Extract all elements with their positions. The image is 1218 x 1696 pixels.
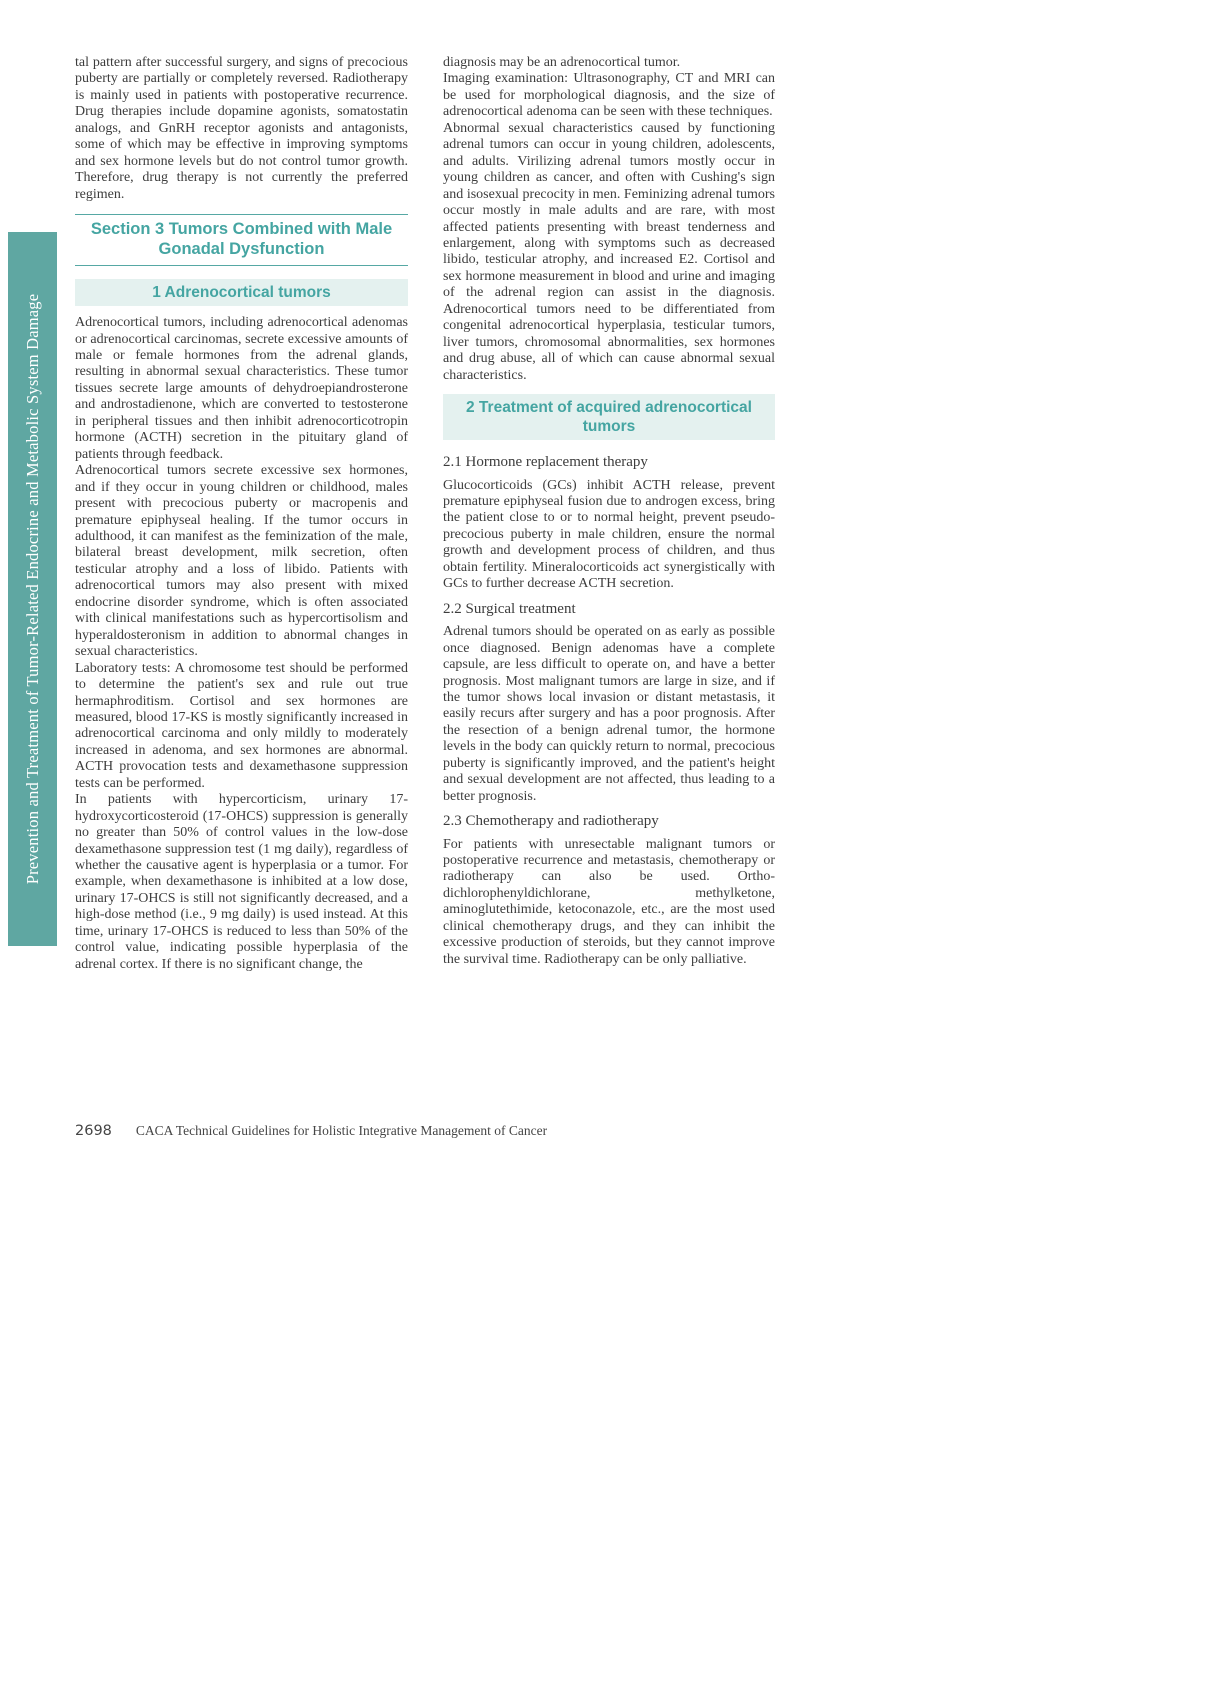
paragraph: Abnormal sexual characteristics caused by functioning adrenal tumors can occur in young children, adolescents, and adults. Virilizing adrenal tumors mostly occur in young children as cancer, and often with Cushing's sign and isosexual precocity in men. Feminizing adrenal tumors occur mostly in male adults and are rare, with most affected patients presenting with breast tenderness and enlargement, along with symptoms such as decreased libido, testicular atrophy, and increased E2. Cortisol and sex hormone measurement in blood and urine and imaging of the adrenal region can assist in the diagnosis. Adrenocortical tumors need to be differentiated from congenital adrenocortical hyperplasia, testicular tumors, liver tumors, chromosomal abnormalities, sex hormones and drug abuse, all of which can cause abnormal sexual characteristics.: [443, 120, 775, 383]
subheading-2-3: 2.3 Chemotherapy and radiotherapy: [443, 813, 659, 830]
right-column: [443, 55, 775, 968]
left-column: [75, 55, 408, 973]
section-heading: Section 3 Tumors Combined with Male Gonadal Dysfunction: [75, 214, 408, 266]
paragraph: diagnosis may be an adrenocortical tumor.: [443, 55, 681, 70]
paragraph: Adrenocortical tumors secrete excessive sex hormones, and if they occur in young children or childhood, males present with precocious puberty or macropenis and premature epiphyseal healing. If the tumor occurs in adulthood, it can manifest as the feminization of the male, bilateral breast development, milk secretion, often testicular atrophy and a loss of libido. Patients with adrenocortical tumors may also present with mixed endocrine disorder syndrome, which is often associated with clinical manifestations such as hypercortisolism and hyperaldosteronism in addition to abnormal changes in sexual characteristics.: [75, 463, 408, 660]
paragraph: Adrenocortical tumors, including adrenocortical adenomas or adrenocortical carcinomas, secrete excessive amounts of male or female hormones from the adrenal glands, resulting in abnormal sexual characteristics. These tumor tissues secrete large amounts of dehydroepiandrosterone and androstadienone, which are converted to testosterone in peripheral tissues and then inhibit adrenocorticotropin hormone (ACTH) secretion in the pituitary gland of patients through feedback.: [75, 315, 408, 462]
footer-title: CACA Technical Guidelines for Holistic Integrative Management of Cancer: [135, 1123, 548, 1138]
sidebar-banner: [8, 232, 57, 946]
subheading-2-2: 2.2 Surgical treatment: [443, 600, 576, 617]
page-number: 2698: [75, 1123, 112, 1139]
paragraph: Laboratory tests: A chromosome test should be performed to determine the patient's sex and rule out true hermaphroditism. Cortisol and sex hormones are measured, blood 17-KS is mostly significantly increased in adrenocortical carcinoma and only mildly to moderately increased in adenoma, and sex hormones are abnormal. ACTH provocation tests and dexamethasone suppression tests can be performed.: [75, 660, 408, 791]
paragraph: tal pattern after successful surgery, and signs of precocious puberty are partially or completely reversed. Radiotherapy is mainly used in patients with postoperative recurrence. Drug therapies include dopamine agonists, somatostatin analogs, and GnRH receptor agonists and antagonists, some of which may be effective in improving symptoms and sex hormone levels but do not control tumor growth. Therefore, drug therapy is not currently the preferred regimen.: [75, 55, 408, 202]
paragraph: Adrenal tumors should be operated on as early as possible once diagnosed. Benign adenomas have a complete capsule, are less difficult to operate on, and have a better prognosis. Most malignant tumors are large in size, and if the tumor shows local invasion or distant metastasis, it easily recurs after surgery and has a poor prognosis. After the resection of a benign adrenal tumor, the hormone levels in the body can quickly return to normal, precocious puberty is significantly improved, and the patient's height and sexual development are not affected, thus leading to a better prognosis.: [443, 624, 775, 804]
subsection-heading-2: 2 Treatment of acquired adrenocortical tumors: [443, 394, 775, 440]
subheading-2-1: 2.1 Hormone replacement therapy: [443, 454, 648, 471]
page-footer: [75, 1122, 795, 1140]
subsection-heading-1: 1 Adrenocortical tumors: [75, 279, 408, 306]
sidebar-banner-text: Prevention and Treatment of Tumor-Related Endocrine and Metabolic System Damage: [22, 293, 42, 885]
paragraph: Glucocorticoids (GCs) inhibit ACTH release, prevent premature epiphyseal fusion due to androgen excess, bring the patient close to or to normal height, prevent pseudo-precocious puberty in male children, ensure the normal growth and development process of children, and thus obtain fertility. Mineralocorticoids act synergistically with GCs to further decrease ACTH secretion.: [443, 477, 775, 592]
paragraph: For patients with unresectable malignant tumors or postoperative recurrence and metastasis, chemotherapy or radiotherapy can also be used. Ortho-dichlorophenyldichlorane, methylketone, aminoglutethimide, ketoconazole, etc., are the most used clinical chemotherapy drugs, and they can inhibit the excessive production of steroids, but they cannot improve the survival time. Radiotherapy can be only palliative.: [443, 836, 775, 967]
paragraph: In patients with hypercorticism, urinary 17-hydroxycorticosteroid (17-OHCS) suppression is generally no greater than 50% of control values in the low-dose dexamethasone suppression test (1 mg daily), regardless of whether the causative agent is hyperplasia or a tumor. For example, when dexamethasone is inhibited at a low dose, urinary 17-OHCS is still not significantly decreased, and a high-dose method (i.e., 9 mg daily) is used instead. At this time, urinary 17-OHCS is reduced to less than 50% of the control value, indicating possible hyperplasia of the adrenal cortex. If there is no significant change, the: [75, 792, 408, 972]
paragraph: Imaging examination: Ultrasonography, CT and MRI can be used for morphological diagnosis, and the size of adrenocortical adenoma can be seen with these techniques.: [443, 71, 775, 120]
